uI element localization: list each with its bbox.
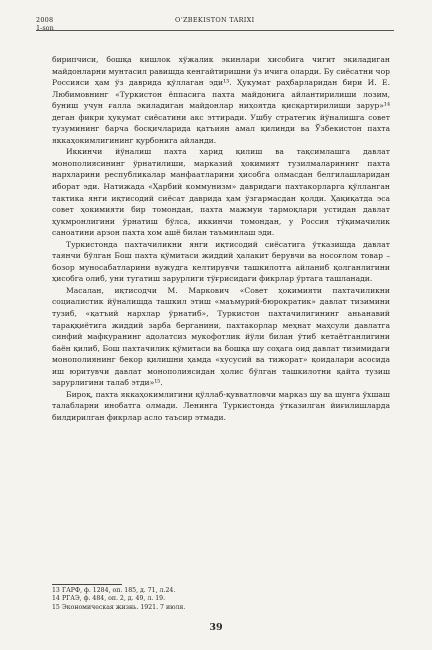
header-divider: [36, 30, 394, 31]
footnote-number: 15: [52, 603, 60, 611]
header-issue: 1-son: [36, 24, 54, 32]
footnote: [52, 587, 390, 595]
footnote-text: РГАЭ, ф. 484, оп. 2, д. 49, л. 19.: [62, 595, 166, 603]
paragraph: Бироқ, пахта яккаҳокимлигини қўллаб-қувватловчи марказ шу ва шунга ўхшаш талабларни инобатга олмади. Ленинга Туркистонда ўтказилган йиғилишларда билдирилган фикрлар асло таъсир этмади.: [52, 389, 390, 422]
footnotes: [52, 587, 390, 612]
header-year: 2008: [36, 16, 54, 24]
paragraph: Туркистонда пахтачиликни янги иқтисодий сиёсатига ўтказишда давлат таянчи бўлган Бош пахта қўмитаси жиддий ҳалакит берувчи ва носоғлом товар – бозор муносабатларини вужудга келтирувчи ташкилотга айланиб қолганлигини ҳисобга олиб, уни тугатиш зарурлиги тўғрисидаги фикрлар ўртага ташланади.: [52, 239, 390, 284]
footnote: [52, 595, 390, 603]
footnote: [52, 604, 390, 612]
footnote-number: 13: [52, 587, 60, 594]
paragraph: Иккинчи йўналиш пахта харид қилиш ва тақсимлашга давлат монополиясининг ўрнатилиши, марказий ҳокимият тузилмаларининг пахта нархларини республикалар манфаатларини ҳисобга олмасдан белгилашларидан иборат эди. Натижада «Ҳарбий коммунизм» давридаги пахтакорларга қўлланган тактика янги иқтисодий сиёсат даврида ҳам ўзгармасдан қолди. Ҳақиқатда эса совет ҳокимияти бир томондан, пахта мажмуи тармоқлари устидан давлат ҳукмронлигини ўрнатиш бўлса, иккинчи томондан, у Россия тўқимачилик саноатини арзон пахта хом ашё билан таъминлаш эди.: [52, 147, 390, 238]
footnote-text: Экономическая жизнь. 1921. 7 июля.: [62, 603, 186, 611]
footnote-text: ГАРФ, ф. 1284, оп. 185, д. 71, л.24.: [62, 587, 176, 594]
paragraph: бирипчиси, бошқа кишлок хўжалик экинлари хисобига чигит экиладиган майдонларни мунтасил равишда кенгайтиришни ўз ичига оларди. Бу сиёсатни чор Россияси ҳам ўз даврида қўллаган эди¹³. Ҳукумат раҳбарларидан бири И. Е. Любимовнинг «Туркистон ёппасига пахта майдонига айлантирилиши лозим, буниш учун ғалла экиладиган майдонлар ниҳоятда қисқартирилиши зарур»¹⁴ деган фикри ҳукумат сиёсатини акс эттиради. Ушбу стратегик йўналишга совет тузумининг барча босқичларида қатъиян амал қилинди ва Ўзбекистон пахта яккаҳокимлигининг қурбонига айланди.: [52, 55, 390, 145]
header-journal-title: O‘ZBEKISTON TARIXI: [175, 16, 255, 24]
page-number: 39: [209, 622, 223, 633]
paragraph: Масалан, иқтисодчи М. Маркович «Совет ҳокимияти пахтачиликни социалистик йўналишда ташкил этиш «маъмурий-бюрократик» давлат тизимини тузиб, «қатъий нархлар ўрнатиб», Туркистон пахтачилигининг аньанавий тараққиётига жиддий зарба берганини, пахтакорлар меҳнат маҳсули давлатга синфий мафкуранинг адолатсиз мукофотлик йўли билан ўтиб кетаётганлигини баён қилиб, Бош пахтачилик қўмитаси ва бошқа шу соҳага оид давлат тизимидаги монополиянинг бекор қилишни ҳамда «хусусий ва тижорат» қоидалари асосида иш юритувчи давлат монополиясидан ҳолис бўлган ташкилотни қайта тузиш зарурлигини талаб этди»¹⁵.: [52, 285, 390, 388]
footnote-divider: [52, 584, 122, 585]
footnote-number: 14: [52, 595, 60, 603]
article-body: [52, 54, 390, 424]
